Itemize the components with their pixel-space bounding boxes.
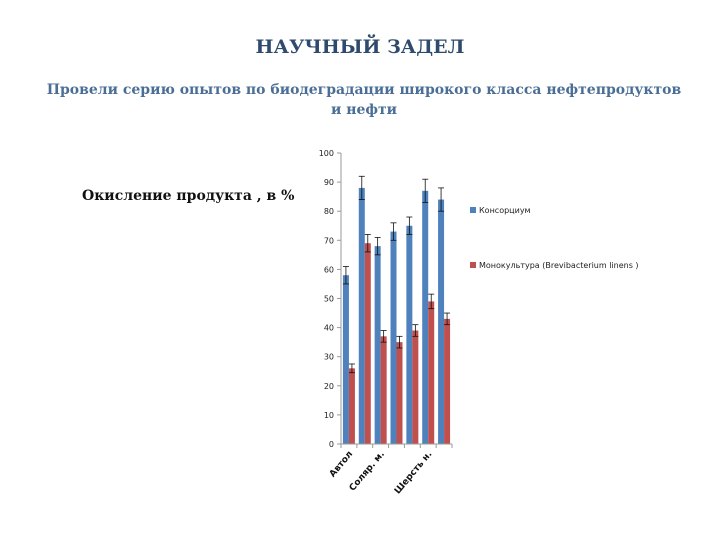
y-tick-label: 50 (323, 294, 334, 304)
y-tick-label: 80 (323, 207, 334, 217)
bar (375, 246, 381, 444)
y-tick-label: 100 (318, 149, 334, 158)
bar (365, 243, 371, 444)
y-tick-label: 90 (323, 178, 334, 188)
legend-label: Монокультура (Brevibacterium linens ) (479, 261, 639, 270)
bars (343, 176, 450, 444)
y-tick-label: 70 (323, 236, 334, 246)
bar (359, 188, 365, 444)
bar (444, 319, 450, 444)
x-tick-label: Соляр. м. (347, 449, 387, 494)
legend-swatch (470, 262, 476, 268)
bar (343, 275, 349, 444)
page-subtitle: Провели серию опытов по биодеградации широкого класса нефтепродуктов и нефти (46, 82, 682, 118)
bar (406, 226, 412, 444)
x-axis (328, 444, 452, 496)
bar (397, 342, 403, 444)
y-tick-label: 10 (323, 410, 334, 420)
x-tick-label: Шерсть н. (392, 449, 435, 497)
bar (428, 301, 434, 444)
bar (412, 331, 418, 444)
bar (391, 232, 397, 444)
bar (422, 191, 428, 444)
y-tick-label: 20 (323, 381, 334, 391)
y-tick-label: 30 (323, 352, 334, 362)
chart-side-label: Окисление продукта , в % (82, 188, 295, 204)
bar-chart (300, 140, 700, 500)
legend (470, 206, 639, 270)
x-tick-label: Автол (327, 449, 356, 480)
legend-swatch (470, 207, 476, 213)
bar (349, 368, 355, 444)
y-axis-ticks (319, 149, 341, 449)
bar (438, 200, 444, 444)
y-tick-label: 40 (323, 323, 334, 333)
bar (381, 336, 387, 444)
y-tick-label: 0 (328, 440, 334, 449)
y-tick-label: 60 (323, 265, 334, 275)
page-title: НАУЧНЫЙ ЗАДЕЛ (255, 36, 465, 58)
legend-label: Консорциум (479, 206, 531, 215)
